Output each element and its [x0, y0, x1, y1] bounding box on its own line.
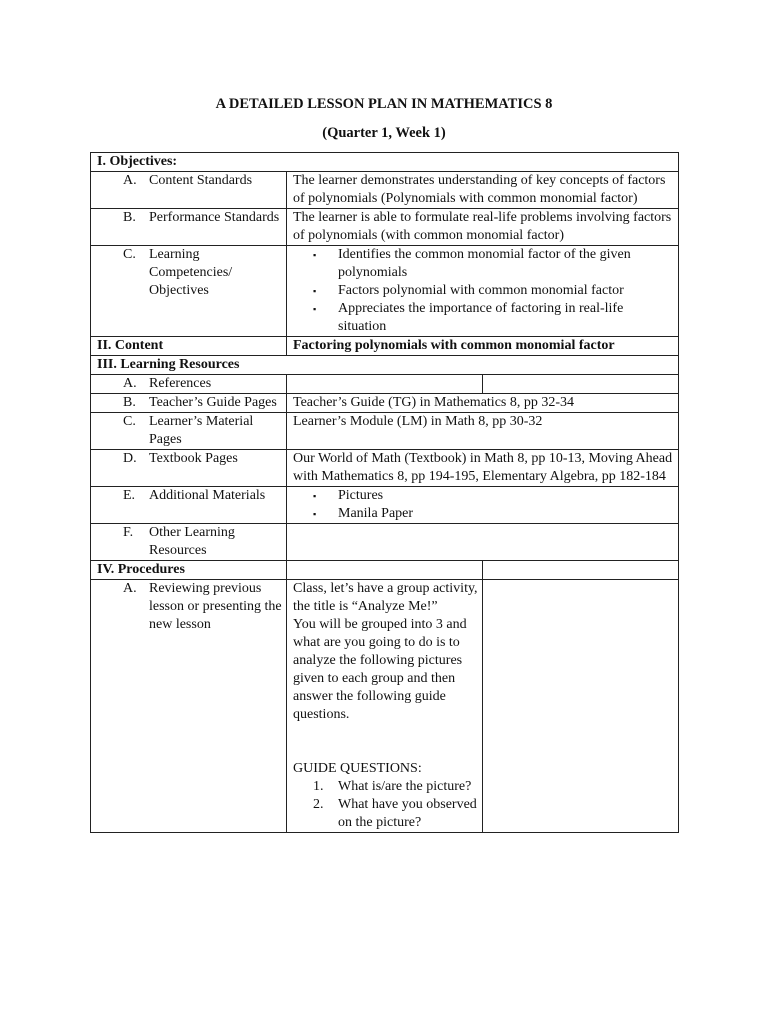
procedures-heading: IV. Procedures — [91, 561, 287, 580]
lesson-plan-table — [90, 152, 679, 833]
document-title: A DETAILED LESSON PLAN IN MATHEMATICS 8 — [215, 96, 553, 112]
row-label-cell — [91, 246, 287, 337]
textbook-pages-value: Our World of Math (Textbook) in Math 8, pp 10-13, Moving Ahead with Mathematics 8, pp 194-195, Elementary Algebra, pp 182-184 — [287, 450, 679, 487]
objectives-heading: I. Objectives: — [91, 153, 679, 172]
bullet-icon: ▪ — [313, 509, 317, 519]
table-row — [91, 394, 679, 413]
references-value — [287, 375, 483, 394]
procedures-heading-col2 — [287, 561, 483, 580]
row-label-cell — [91, 580, 287, 833]
competencies-cell — [287, 246, 679, 337]
item-label: Teacher’s Guide Pages — [149, 395, 277, 410]
row-label-cell — [91, 450, 287, 487]
resources-heading-row — [91, 356, 679, 375]
row-label-cell — [91, 413, 287, 450]
item-letter: A. — [123, 581, 137, 596]
item-label: Reviewing previous lesson or presenting the new lesson — [149, 581, 282, 632]
table-row — [91, 580, 679, 833]
item-letter: D. — [123, 451, 137, 466]
content-value: Factoring polynomials with common monomial factor — [287, 337, 679, 356]
teachers-guide-value: Teacher’s Guide (TG) in Mathematics 8, pp 32-34 — [287, 394, 679, 413]
item-label: Performance Standards — [149, 210, 280, 225]
table-row — [91, 172, 679, 209]
item-label: Additional Materials — [149, 488, 266, 503]
list-item: ▪ Factors polynomial with common monomial factor — [313, 283, 624, 298]
table-row — [91, 524, 679, 561]
guide-questions-heading: GUIDE QUESTIONS: — [293, 761, 422, 776]
table-row — [91, 487, 679, 524]
list-item: 1. What is/are the picture? — [313, 779, 472, 794]
item-letter: A. — [123, 376, 137, 391]
table-row — [91, 209, 679, 246]
table-row — [91, 413, 679, 450]
table-row — [91, 450, 679, 487]
table-row — [91, 375, 679, 394]
procedures-heading-col3 — [483, 561, 679, 580]
item-letter: A. — [123, 173, 137, 188]
item-letter: B. — [123, 210, 136, 225]
content-row — [91, 337, 679, 356]
references-extra — [483, 375, 679, 394]
content-heading: II. Content — [91, 337, 287, 356]
bullet-icon: ▪ — [313, 491, 317, 501]
item-label: Learner’s Material Pages — [149, 414, 254, 447]
item-letter: B. — [123, 395, 136, 410]
activity-paragraph: You will be grouped into 3 and what are you going to do is to analyze the following pictures given to each group and then answer the following guide questions. — [293, 617, 467, 722]
performance-standards-value: The learner is able to formulate real-life problems involving factors of polynomials (with common monomial factor) — [287, 209, 679, 246]
list-item: 2. What have you observed on the picture? — [313, 797, 477, 830]
list-item: ▪ Pictures — [313, 488, 384, 503]
item-letter: C. — [123, 414, 136, 429]
row-label-cell — [91, 172, 287, 209]
list-item: ▪ Identifies the common monomial factor of the given polynomials — [313, 247, 631, 280]
objectives-heading-row — [91, 153, 679, 172]
guide-questions-list — [293, 778, 478, 832]
list-item: ▪ Appreciates the importance of factoring in real-life situation — [313, 301, 624, 334]
item-letter: F. — [123, 525, 134, 540]
item-label: Content Standards — [149, 173, 253, 188]
additional-materials-cell — [287, 487, 679, 524]
resources-heading: III. Learning Resources — [91, 356, 679, 375]
procedures-heading-row — [91, 561, 679, 580]
content-standards-value: The learner demonstrates understanding of key concepts of factors of polynomials (Polynomials with common monomial factor) — [287, 172, 679, 209]
row-label-cell — [91, 487, 287, 524]
row-label-cell — [91, 394, 287, 413]
list-item: ▪ Manila Paper — [313, 506, 414, 521]
row-label-cell — [91, 375, 287, 394]
row-label-cell — [91, 524, 287, 561]
learners-material-value: Learner’s Module (LM) in Math 8, pp 30-32 — [287, 413, 679, 450]
item-label: Learning Competencies/ Objectives — [149, 247, 233, 298]
item-label: References — [149, 376, 212, 391]
document-subtitle: (Quarter 1, Week 1) — [322, 125, 446, 141]
other-resources-value — [287, 524, 679, 561]
item-letter: E. — [123, 488, 136, 503]
teacher-activity-cell — [287, 580, 483, 833]
bullet-icon: ▪ — [313, 304, 317, 314]
student-activity-cell — [483, 580, 679, 833]
row-label-cell — [91, 209, 287, 246]
activity-paragraph: Class, let’s have a group activity, the title is “Analyze Me!” — [293, 581, 478, 614]
bullet-icon: ▪ — [313, 250, 317, 260]
item-label: Textbook Pages — [149, 451, 238, 466]
materials-list — [293, 487, 674, 523]
bullet-icon: ▪ — [313, 286, 317, 296]
competencies-list — [293, 246, 674, 336]
table-row — [91, 246, 679, 337]
item-label: Other Learning Resources — [149, 525, 235, 558]
item-letter: C. — [123, 247, 136, 262]
